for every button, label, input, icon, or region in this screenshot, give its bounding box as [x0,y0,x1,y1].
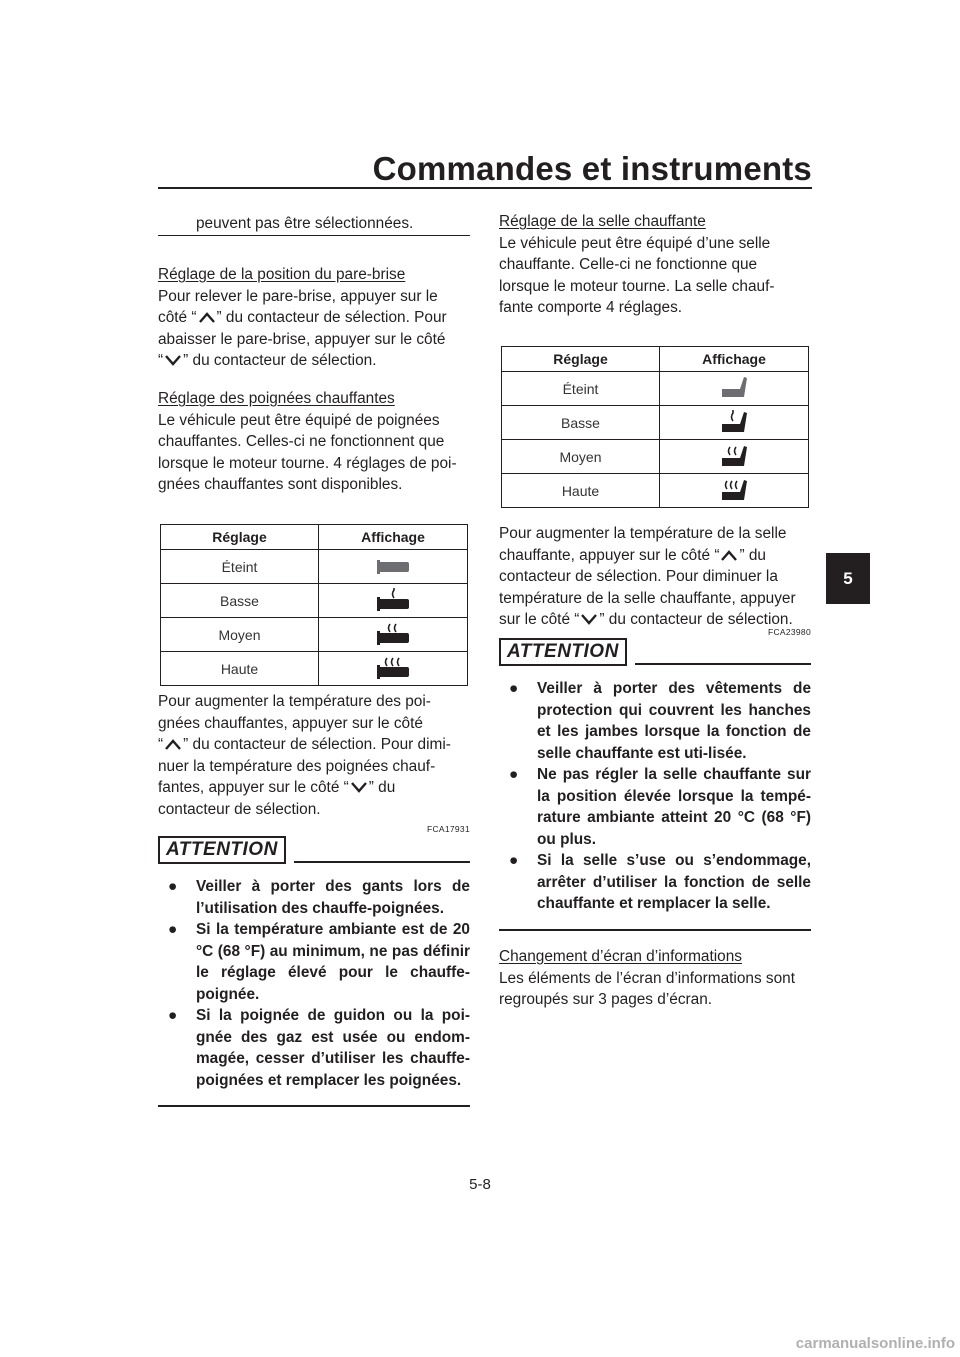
attention-rule [294,861,470,863]
table-row: Haute [502,474,809,508]
paragraph-line: fantes, appuyer sur le côté “ ” du [158,779,396,796]
table-header: Réglage [502,347,660,372]
attention-block-right [499,638,811,931]
table-row: Moyen [161,618,468,652]
windshield-heading: Réglage de la position du pare-brise [158,266,406,283]
paragraph-line: Le véhicule peut être équipé d’une selle [499,234,771,252]
table-header: Affichage [660,347,809,372]
paragraph-line: “ ” du contacteur de sélection. [158,352,377,369]
seat-medium-icon [720,442,748,468]
grips-heading: Réglage des poignées chauffantes [158,390,395,407]
paragraph-line: chauffante, appuyer sur le côté “ ” du [499,546,766,564]
attention-list [499,678,811,915]
header-rule [158,187,812,189]
paragraph-line: gnées chauffantes, appuyer sur le côté [158,714,423,732]
seat-low-icon [720,408,748,434]
seat-section [499,211,811,319]
grips-after-text [158,691,470,820]
table-header: Affichage [319,525,468,550]
paragraph-line: lorsque le moteur tourne. La selle chauf- [499,277,775,295]
attention-list [158,876,470,1091]
paragraph-line: Pour relever le pare-brise, appuyer sur le [158,287,438,305]
table-row: Éteint [161,550,468,584]
chevron-up-icon [197,310,217,324]
table-row: Haute [161,652,468,686]
windshield-section [158,264,470,372]
paragraph-line: fante comporte 4 réglages. [499,299,683,316]
attention-block-left [158,836,470,1107]
chevron-up-icon [719,548,739,562]
chapter-tab: 5 [826,553,870,604]
table-row: Basse [502,406,809,440]
left-top-text-block [158,213,470,235]
attention-end-rule [499,929,811,931]
grip-low-icon [376,587,410,611]
grip-high-icon [376,655,410,679]
list-item: ● Veiller à porter des vêtements de protection qui couvrent les hanches et les jambes lorsque la fonction de selle chauffante est uti-lisée. [509,680,811,762]
page-number: 5-8 [469,1176,491,1193]
paragraph-line: côté “ ” du contacteur de sélection. Pour [158,309,447,326]
attention-end-rule [158,1105,470,1107]
page-title: Commandes et instruments [372,150,812,187]
paragraph-line: Pour augmenter la température de la selle [499,525,787,542]
table-row: Moyen [502,440,809,474]
seat-high-icon [720,476,748,502]
chevron-down-icon [349,780,369,794]
paragraph-line: regroupés sur 3 pages d’écran. [499,991,713,1008]
continued-text: peuvent pas être sélectionnées. [196,215,414,232]
paragraph-line: Pour augmenter la température des poi- [158,693,431,710]
seat-heating-table [501,346,809,508]
grip-medium-icon [376,621,410,645]
info-heading: Changement d’écran d’informations [499,948,742,965]
seat-heading: Réglage de la selle chauffante [499,213,706,230]
paragraph-line: nuer la température des poignées chauf- [158,757,436,775]
attention-rule [635,663,811,665]
attention-label: ATTENTION [499,638,627,666]
paragraph-line: Les éléments de l’écran d’informations sont [499,969,795,987]
list-item: ● Si la poignée de guidon ou la poi-gnée des gaz est usée ou endom-magée, cesser d’utiliser les chauffe-poignées et remplacer les poignées. [168,1007,470,1089]
paragraph-line: température de la selle chauffante, appuyer [499,589,796,607]
paragraph-line: “ ” du contacteur de sélection. Pour dimi- [158,736,451,753]
paragraph-line: Le véhicule peut être équipé de poignées [158,411,440,429]
chevron-up-icon [163,737,183,751]
paragraph-line: sur le côté “ ” du contacteur de sélection. [499,611,793,628]
reference-code: FCA17931 [426,824,470,834]
grip-off-icon [376,555,410,575]
watermark: carmanualsonline.info [795,1335,955,1352]
paragraph-line: abaisser le pare-brise, appuyer sur le côté [158,330,446,348]
chevron-down-icon [579,612,599,626]
list-item: ● Si la selle s’use ou s’endommage, arrêter d’utiliser la fonction de selle chauffante et remplacer la selle. [509,852,811,912]
list-item: ● Si la température ambiante est de 20 °C (68 °F) au minimum, ne pas définir le réglage élevé pour le chauffe-poignée. [168,921,470,1003]
grip-heating-table [160,524,468,686]
seat-after-text [499,523,811,631]
table-row: Basse [161,584,468,618]
table-header: Réglage [161,525,319,550]
paragraph-line: chauffante. Celle-ci ne fonctionne que [499,256,758,273]
paragraph-line: contacteur de sélection. [158,800,321,818]
paragraph-line: contacteur de sélection. Pour diminuer la [499,568,778,585]
grips-section [158,388,470,496]
reference-code: FCA23980 [767,627,811,637]
attention-label: ATTENTION [158,836,286,864]
list-item: ● Veiller à porter des gants lors de l’utilisation des chauffe-poignées. [168,878,470,917]
table-row: Éteint [502,372,809,406]
divider [158,235,470,236]
paragraph-line: chauffantes. Celles-ci ne fonctionnent que [158,433,445,450]
paragraph-line: lorsque le moteur tourne. 4 réglages de poi- [158,454,457,472]
list-item: ● Ne pas régler la selle chauffante sur la position élevée lorsque la tempé-rature ambiante atteint 20 °C (68 °F) ou plus. [509,766,811,848]
info-section [499,946,811,1011]
seat-off-icon [720,375,748,399]
chevron-down-icon [163,353,183,367]
paragraph-line: gnées chauffantes sont disponibles. [158,476,403,493]
